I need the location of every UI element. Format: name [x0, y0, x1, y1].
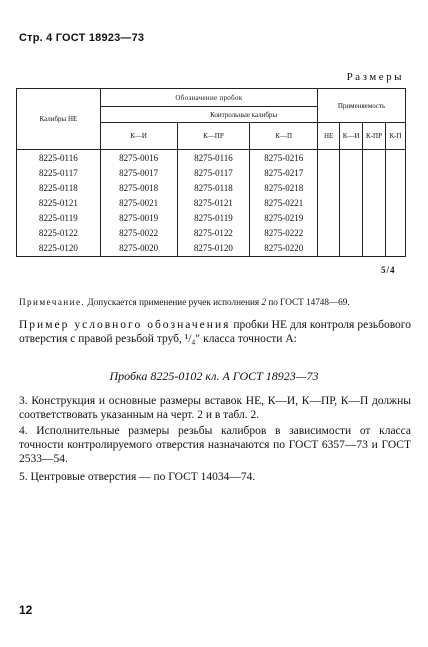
table-cell: 8275-0016: [100, 150, 177, 166]
table-body: [17, 150, 406, 257]
designation-example: Пробка 8225-0102 кл. А ГОСТ 18923—73: [109, 369, 319, 383]
paragraph-3: 3. Конструкция и основные размеры вставок НЕ, К—И, К—ПР, К—П должны соответствовать указанным на черт. 2 и в табл. 2.: [19, 395, 411, 421]
table-cell-empty: [318, 240, 340, 257]
col-header-kp: К—П: [250, 123, 318, 150]
col-header-designation: Обозначение пробок: [100, 89, 317, 107]
table-cell: 8275-0221: [250, 195, 318, 210]
table-cell: 8275-0216: [250, 150, 318, 166]
table-row: [17, 240, 406, 257]
table-cell-empty: [385, 180, 405, 195]
table-cell: 8225-0116: [17, 150, 101, 166]
table-cell-empty: [385, 225, 405, 240]
table-cell-empty: [385, 150, 405, 166]
col-header-kpr: К—ПР: [177, 123, 250, 150]
table-cell-empty: [363, 240, 386, 257]
gauge-table: [16, 88, 406, 257]
table-cell-empty: [340, 225, 363, 240]
col-header-app-ne: НЕ: [318, 123, 340, 150]
table-cell: 8275-0217: [250, 165, 318, 180]
table-cell-empty: [318, 195, 340, 210]
note: [19, 296, 411, 308]
col-header-app-kpr: К-ПР: [363, 123, 386, 150]
note-label: Примечание.: [19, 297, 86, 307]
table-cell-empty: [385, 195, 405, 210]
table-cell-empty: [318, 225, 340, 240]
table-cell: 8275-0120: [177, 240, 250, 257]
table-cell: 8225-0117: [17, 165, 101, 180]
table-row: [17, 150, 406, 166]
table-row: [17, 210, 406, 225]
table-cell: 8225-0121: [17, 195, 101, 210]
table-cell: 8275-0219: [250, 210, 318, 225]
table-caption: Размеры: [346, 71, 404, 83]
col-header-control-gauges: Контрольные калибры: [100, 107, 317, 123]
example: [19, 318, 411, 346]
table-cell: 8275-0018: [100, 180, 177, 195]
table-cell: 8225-0118: [17, 180, 101, 195]
col-header-applicability: Применяемость: [318, 89, 406, 123]
table-cell: 8275-0122: [177, 225, 250, 240]
table-mark: 5/4: [381, 265, 396, 275]
table-cell-empty: [340, 210, 363, 225]
table-cell: 8275-0117: [177, 165, 250, 180]
table-cell-empty: [318, 180, 340, 195]
table-cell: 8225-0122: [17, 225, 101, 240]
col-header-app-kp: К-П: [385, 123, 405, 150]
table-cell: 8275-0017: [100, 165, 177, 180]
table-row: [17, 225, 406, 240]
table-cell: 8275-0121: [177, 195, 250, 210]
table-cell-empty: [340, 165, 363, 180]
table-cell: 8275-0116: [177, 150, 250, 166]
table-cell: 8275-0019: [100, 210, 177, 225]
table-cell-empty: [385, 210, 405, 225]
table-row: [17, 165, 406, 180]
table-row: [17, 180, 406, 195]
page-header: Стр. 4 ГОСТ 18923—73: [19, 32, 145, 44]
paragraph-4: 4. Исполнительные размеры резьбы калибров в зависимости от класса точности контролируемого отверстия назначаются по ГОСТ 6357—73 и ГОСТ 2533—54.: [19, 425, 411, 465]
col-header-ne-gauges: Калибры НЕ: [17, 89, 101, 150]
table-cell-empty: [340, 180, 363, 195]
table-cell-empty: [363, 225, 386, 240]
table-cell-empty: [340, 195, 363, 210]
note-num: 2: [261, 297, 267, 307]
example-label: Пример условного обозначения: [19, 319, 231, 331]
col-header-ki: К—И: [100, 123, 177, 150]
table-cell-empty: [363, 180, 386, 195]
note-text: Допускается применение ручек исполнения: [85, 297, 262, 307]
table-cell-empty: [363, 150, 386, 166]
table-cell: 8275-0222: [250, 225, 318, 240]
table-cell-empty: [318, 165, 340, 180]
table-cell-empty: [363, 165, 386, 180]
table-cell-empty: [318, 210, 340, 225]
table-cell: 8275-0119: [177, 210, 250, 225]
table-cell-empty: [340, 240, 363, 257]
table-cell: 8275-0118: [177, 180, 250, 195]
table-cell: 8275-0020: [100, 240, 177, 257]
table-cell-empty: [385, 240, 405, 257]
table-cell-empty: [363, 210, 386, 225]
table-cell: 8275-0021: [100, 195, 177, 210]
page-number: 12: [19, 603, 33, 617]
table-cell: 8225-0119: [17, 210, 101, 225]
table-cell: 8275-0220: [250, 240, 318, 257]
col-header-app-ki: К—И: [340, 123, 363, 150]
paragraph-5: 5. Центровые отверстия — по ГОСТ 14034—74.: [19, 471, 256, 483]
table-cell-empty: [340, 150, 363, 166]
table-cell: 8275-0218: [250, 180, 318, 195]
table-row: [17, 195, 406, 210]
table-cell: 8275-0022: [100, 225, 177, 240]
table-cell-empty: [385, 165, 405, 180]
table-cell: 8225-0120: [17, 240, 101, 257]
table-cell-empty: [363, 195, 386, 210]
note-text-2: по ГОСТ 14748—69.: [266, 297, 350, 307]
example-text: пробки НЕ для контроля резьбового отверстия с правой резьбой труб, ¹/₄″ класса точности А:: [19, 319, 411, 345]
table-cell-empty: [318, 150, 340, 166]
